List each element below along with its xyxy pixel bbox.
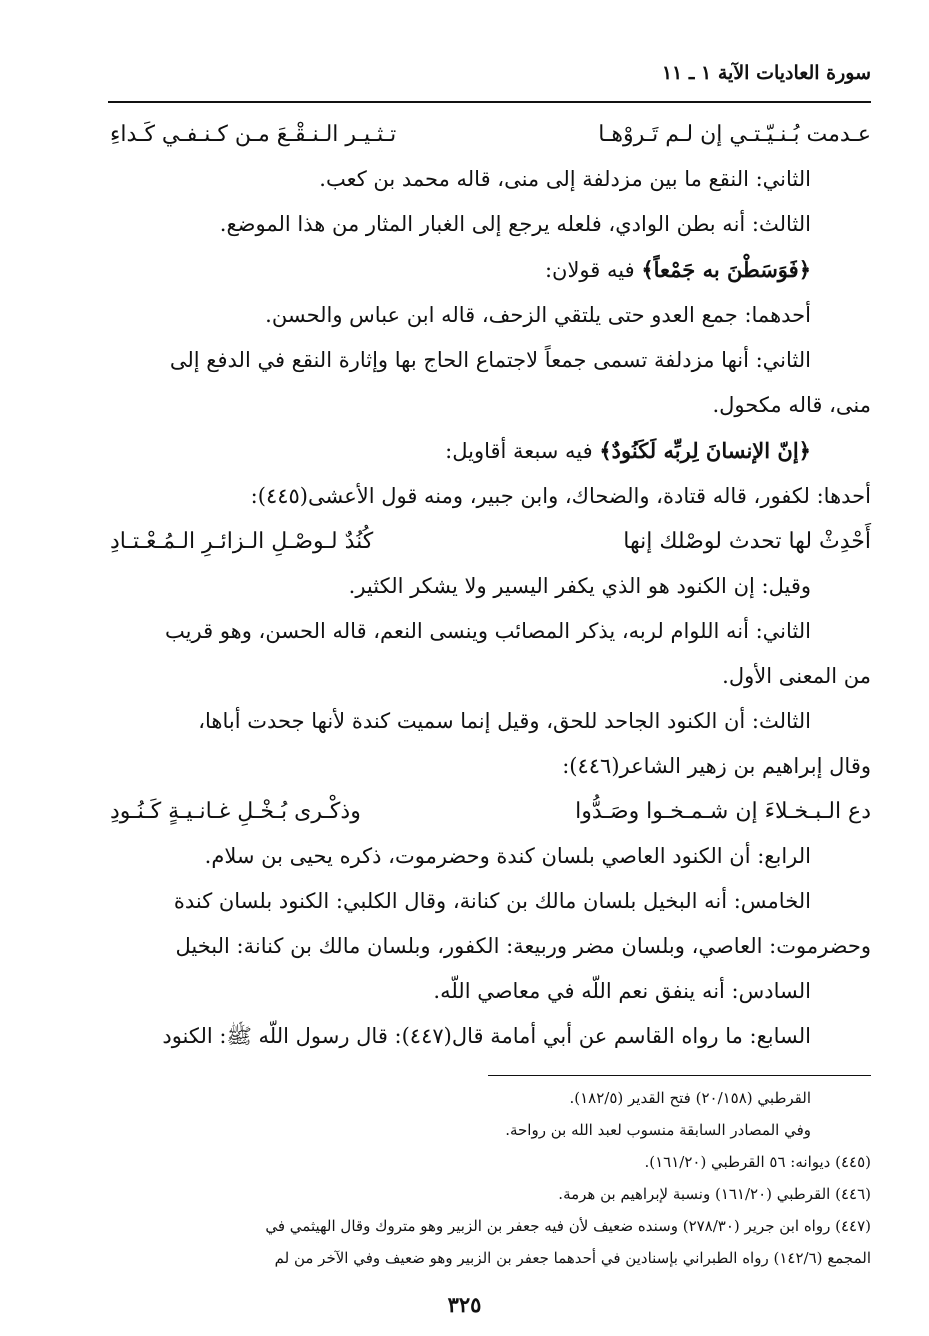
footnotes xyxy=(110,1082,871,1274)
paragraph: الثاني: أنها مزدلفة تسمى جمعاً لاجتماع الحاج بها وإثارة النقع في الدفع إلى xyxy=(169,348,811,372)
footnote: (٤٤٦) القرطبي (١٦١/٢٠) ونسبة لإبراهيم بن هرمة. xyxy=(558,1185,871,1203)
footnote: القرطبي (٢٠/١٥٨) فتح القدير (١٨٢/٥). xyxy=(569,1089,811,1107)
footnote: (٤٤٥) ديوانه: ٥٦ القرطبي (١٦١/٢٠). xyxy=(644,1153,871,1171)
verse-hemistich-left: وذكْـرى بُـخْـلِ غـانـيـةٍ كَـنُـودِ xyxy=(110,799,361,824)
verse-line xyxy=(110,519,871,564)
paragraph: أحدهما: جمع العدو حتى يلتقي الزحف، قاله ابن عباس والحسن. xyxy=(265,303,811,327)
footnote-rule xyxy=(488,1075,871,1076)
paragraph-text: فيه سبعة أقاويل: xyxy=(445,439,600,463)
verse-line xyxy=(110,789,871,834)
paragraph: السادس: أنه ينفق نعم اللّه في معاصي اللّه. xyxy=(433,979,811,1003)
quran-quote: ﴿إنّ الإنسانَ لِربِّه لَكَنُودٌ﴾ xyxy=(599,438,811,463)
footnote-continuation: المجمع (١٤٢/٦) رواه الطبراني بإسنادين في أحدهما جعفر بن الزبير وهو ضعيف وفي الآخر من لم xyxy=(274,1249,871,1267)
verse-hemistich-left: كُنُدٌ لـوصْـلِ الـزائـرِ الـمُـعْـتـادِ xyxy=(110,529,374,554)
paragraph: الثالث: أن الكنود الجاحد للحق، وقيل إنما سميت كندة لأنها جحدت أباها، xyxy=(198,709,811,733)
paragraph: وقيل: إن الكنود هو الذي يكفر اليسير ولا يشكر الكثير. xyxy=(348,574,811,598)
paragraph-continuation: وقال إبراهيم بن زهير الشاعر(٤٤٦): xyxy=(562,754,871,778)
paragraph-continuation: وحضرموت: العاصي، وبلسان مضر وربيعة: الكفور، وبلسان مالك بن كنانة: البخيل xyxy=(175,934,871,958)
verse-hemistich-left: تـثـيـر الـنـقْـعَ مـن كـنـفـي كَـداءِ xyxy=(110,122,397,147)
paragraph-continuation: منى، قاله مكحول. xyxy=(712,393,871,417)
paragraph: الثاني: أنه اللوام لربه، يذكر المصائب وينسى النعم، قاله الحسن، وهو قريب xyxy=(165,619,811,643)
header-rule xyxy=(108,101,871,103)
verse-line xyxy=(110,112,871,157)
paragraph-text: فيه قولان: xyxy=(544,258,642,282)
footnote: (٤٤٧) رواه ابن جرير (٢٧٨/٣٠) وسنده ضعيف لأن فيه جعفر بن الزبير وهو متروك وقال الهيثمي في xyxy=(265,1217,871,1235)
running-header: سورة العاديات الآية ١ ـ ١١ xyxy=(661,62,871,84)
paragraph: الخامس: أنه البخيل بلسان مالك بن كنانة، وقال الكلبي: الكنود بلسان كندة xyxy=(173,889,811,913)
paragraph: السابع: ما رواه القاسم عن أبي أمامة قال(٤٤٧): قال رسول اللّه ﷺ: الكنود xyxy=(162,1024,811,1048)
quran-quote: ﴿فَوَسَطْنَ به جَمْعاً﴾ xyxy=(641,257,811,282)
footnote: وفي المصادر السابقة منسوب لعبد الله بن رواحة. xyxy=(505,1121,811,1139)
paragraph-continuation: من المعنى الأول. xyxy=(722,664,871,688)
paragraph: الرابع: أن الكنود العاصي بلسان كندة وحضرموت، ذكره يحيى بن سلام. xyxy=(204,844,811,868)
verse-hemistich-right: دع الـبـخـلاءَ إن شـمـخـوا وصَـدُّوا xyxy=(575,799,871,824)
paragraph xyxy=(110,428,871,474)
paragraph: أحدها: لكفور، قاله قتادة، والضحاك، وابن جبير، ومنه قول الأعشى(٤٤٥): xyxy=(250,484,871,508)
page-number: ٣٢٥ xyxy=(447,1292,482,1317)
paragraph: الثالث: أنه بطن الوادي، فلعله يرجع إلى الغبار المثار من هذا الموضع. xyxy=(219,212,811,236)
verse-hemistich-right: أَحْدِثْ لها تحدث لوصْلك إنها xyxy=(623,529,871,554)
paragraph xyxy=(110,247,871,293)
page-body xyxy=(110,112,871,1059)
verse-hemistich-right: عـدمت بُـنـيّـتـي إن لـم تَـروْهـا xyxy=(598,122,871,147)
paragraph: الثاني: النقع ما بين مزدلفة إلى منى، قاله محمد بن كعب. xyxy=(319,167,811,191)
